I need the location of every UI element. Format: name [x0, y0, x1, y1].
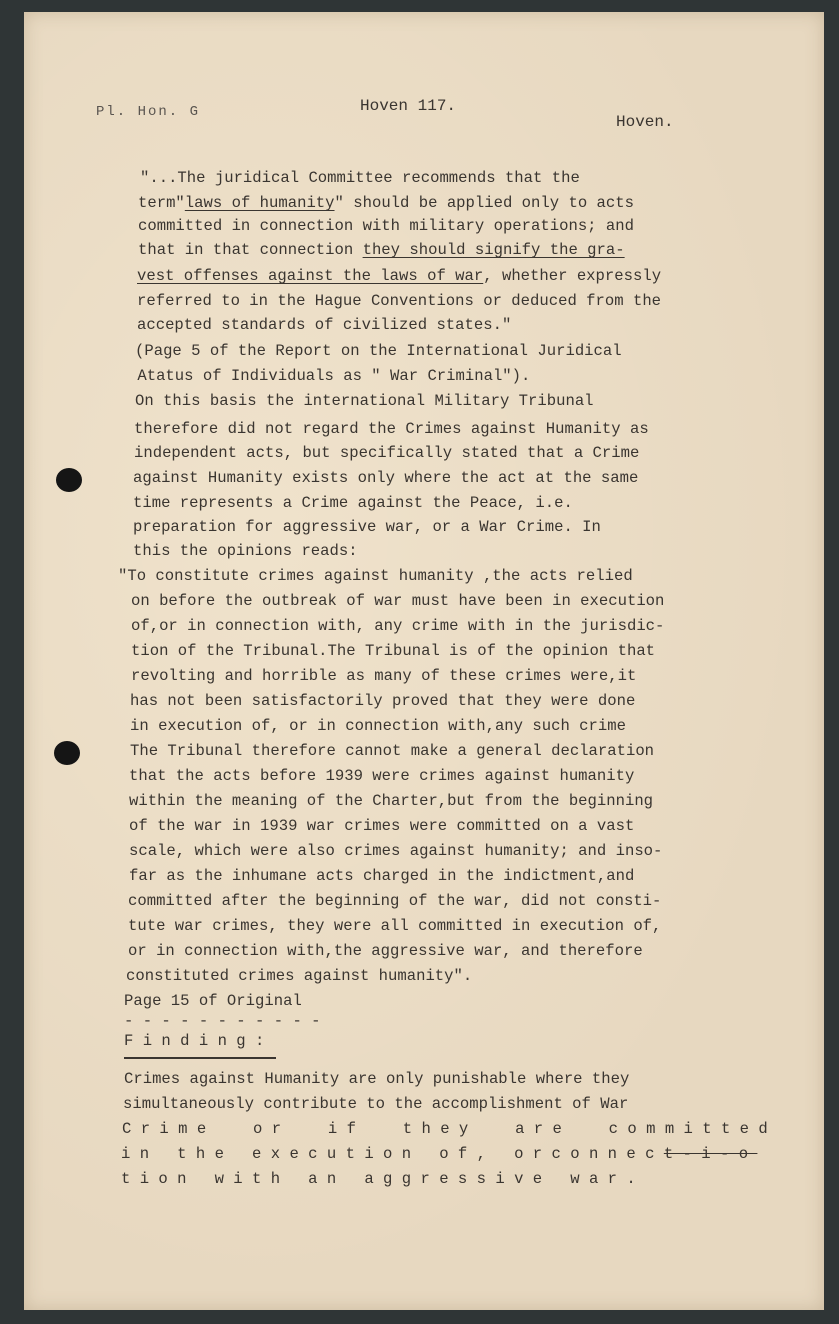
text-segment: that in that connection	[138, 241, 363, 259]
text-line: therefore did not regard the Crimes against Humanity as	[134, 420, 649, 438]
text-line	[138, 240, 625, 260]
text-line: On this basis the international Military Tribunal	[135, 392, 594, 410]
text-line	[121, 1144, 757, 1164]
text-line: (Page 5 of the Report on the International Juridical	[135, 342, 622, 360]
struck-letters: t-i-o	[663, 1145, 758, 1163]
text-line: within the meaning of the Charter,but from the beginning	[129, 792, 654, 810]
text-line: far as the inhumane acts charged in the indictment,and	[129, 867, 635, 885]
text-line: accepted standards of civilized states."	[137, 316, 512, 334]
underlined-phrase: they should signify the gra-	[362, 241, 625, 259]
text-line: in execution of, or in connection with,any such crime	[130, 717, 626, 735]
page-reference: Page 15 of Original	[124, 992, 302, 1010]
text-line: Crimes against Humanity are only punishable where they	[124, 1070, 630, 1088]
heading-underline	[124, 1057, 276, 1059]
text-line: of,or in connection with, any crime with in the jurisdic-	[131, 617, 665, 635]
underlined-phrase: vest offenses against the laws of war	[137, 267, 484, 285]
text-line	[138, 193, 634, 213]
text-segment: , whether expressly	[483, 267, 662, 285]
text-line: committed in connection with military operations; and	[138, 217, 634, 235]
text-line: "...The juridical Committee recommends that the	[140, 169, 580, 187]
text-line: Atatus of Individuals as " War Criminal").	[128, 367, 531, 385]
text-line: scale, which were also crimes against humanity; and inso-	[129, 842, 663, 860]
punch-hole-upper	[56, 468, 82, 492]
finding-heading: Finding:	[124, 1032, 274, 1050]
defendant-name: Hoven.	[616, 113, 674, 131]
text-line: independent acts, but specifically stated that a Crime	[134, 444, 640, 462]
document-reference: Hoven 117.	[360, 97, 457, 115]
text-line: revolting and horrible as many of these crimes were,it	[131, 667, 637, 685]
text-line	[137, 266, 661, 286]
text-line: against Humanity exists only where the act at the same	[133, 469, 639, 487]
header-mark: Pl. Hon. G	[96, 104, 201, 120]
text-segment: " should be applied only to acts	[334, 194, 634, 212]
text-line: tion with an aggressive war.	[121, 1170, 646, 1188]
punch-hole-lower	[54, 741, 80, 765]
text-segment: in the execution of, orconnec	[121, 1145, 664, 1163]
text-line: "To constitute crimes against humanity ,the acts relied	[118, 567, 633, 585]
text-line: this the opinions reads:	[133, 542, 358, 560]
text-line: preparation for aggressive war, or a War Crime. In	[133, 518, 601, 536]
text-line: of the war in 1939 war crimes were committed on a vast	[129, 817, 635, 835]
text-line: time represents a Crime against the Peace, i.e.	[133, 494, 573, 512]
text-line: committed after the beginning of the war, did not consti-	[128, 892, 662, 910]
text-line: The Tribunal therefore cannot make a general declaration	[130, 742, 655, 760]
text-line: referred to in the Hague Conventions or deduced from the	[137, 292, 662, 310]
text-line: tion of the Tribunal.The Tribunal is of the opinion that	[131, 642, 656, 660]
text-line: simultaneously contribute to the accomplishment of War	[123, 1095, 629, 1113]
text-line: Crime or if they are committed	[122, 1120, 778, 1138]
dash-separator: - - - - - - - - - - -	[124, 1012, 321, 1030]
text-line: tute war crimes, they were all committed in execution of,	[128, 917, 662, 935]
underlined-phrase: laws of humanity	[184, 194, 335, 212]
text-line: has not been satisfactorily proved that they were done	[130, 692, 636, 710]
text-segment: term"	[138, 194, 185, 212]
text-line: on before the outbreak of war must have been in execution	[131, 592, 665, 610]
text-line: constituted crimes against humanity".	[126, 967, 473, 985]
text-line: or in connection with,the aggressive war, and therefore	[128, 942, 643, 960]
text-line: that the acts before 1939 were crimes against humanity	[129, 767, 635, 785]
